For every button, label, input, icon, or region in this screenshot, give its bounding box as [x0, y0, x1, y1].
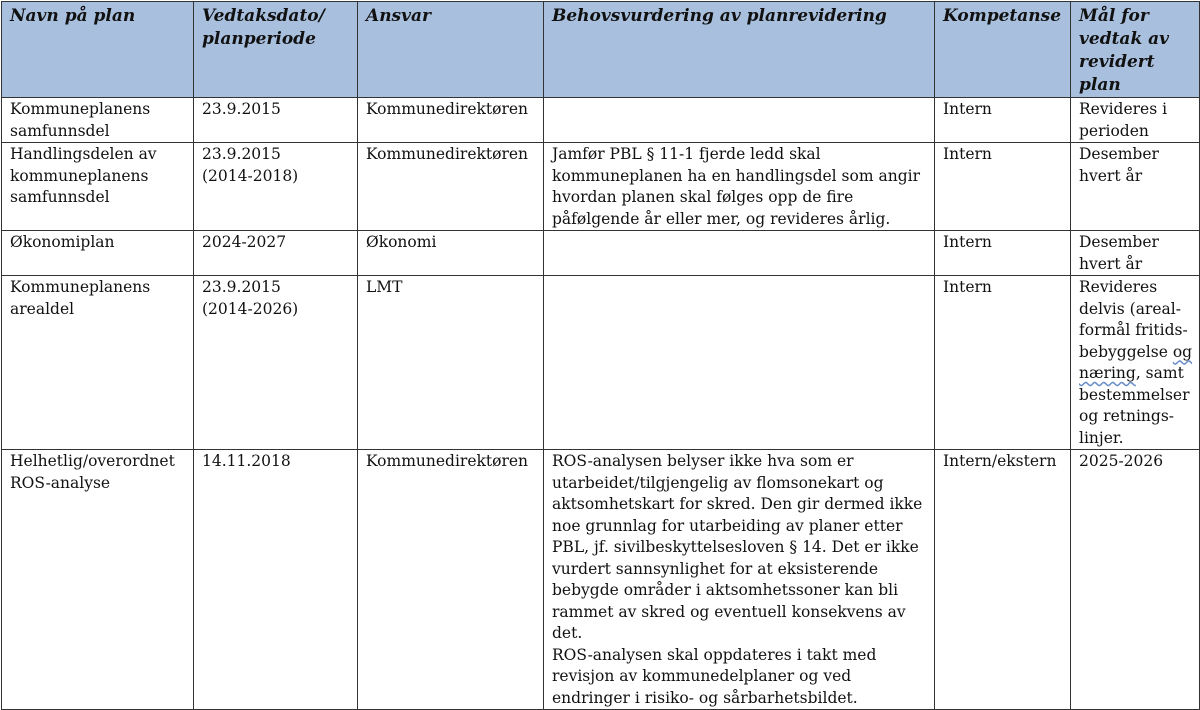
spellcheck-word: og — [1172, 342, 1193, 361]
cell-kompetanse: Intern — [935, 231, 1071, 276]
table-row — [2, 98, 1200, 143]
cell-behov — [544, 98, 935, 143]
maal-text: , samt bestemmelser og retnings-linjer. — [1079, 364, 1190, 447]
column-header-ansvar: Ansvar — [358, 2, 544, 98]
cell-kompetanse: Intern — [935, 143, 1071, 231]
cell-behov: ROS-analysen belyser ikke hva som er utarbeidet/tilgjengelig av flomsonekart og aktsomhetskart for skred. Den gir dermed ikke noe grunnlag for utarbeiding av planer etter PBL, jf. sivilbeskyttelsesloven § 14. Det er ikke vurdert sannsynlighet for at eksisterende bebygde områder i aktsomhetssoner kan bli rammet av skred og eventuell konsekvens av det. ROS-analysen skal oppdateres i takt med revisjon av kommunedelplaner og ved endringer i risiko- og sårbarhetsbildet. — [544, 450, 935, 710]
cell-dato: 14.11.2018 — [194, 450, 358, 710]
cell-dato: 23.9.2015 — [194, 98, 358, 143]
cell-kompetanse: Intern — [935, 276, 1071, 450]
cell-navn: Kommuneplanens samfunnsdel — [2, 98, 194, 143]
cell-navn: Helhetlig/overordnet ROS-analyse — [2, 450, 194, 710]
cell-behov: Jamfør PBL § 11-1 fjerde ledd skal kommuneplanen ha en handlingsdel som angir hvordan planen skal følges opp de fire påfølgende år eller mer, og revideres årlig. — [544, 143, 935, 231]
cell-ansvar: Økonomi — [358, 231, 544, 276]
cell-maal: Desember hvert år — [1071, 143, 1200, 231]
cell-behov — [544, 276, 935, 450]
cell-navn: Handlingsdelen av kommuneplanens samfunnsdel — [2, 143, 194, 231]
table-row — [2, 143, 1200, 231]
table-row — [2, 276, 1200, 450]
table-row — [2, 450, 1200, 710]
cell-ansvar: Kommunedirektøren — [358, 143, 544, 231]
column-header-vedtaksdato: Vedtaksdato/ planperiode — [194, 2, 358, 98]
cell-dato: 23.9.2015 (2014-2026) — [194, 276, 358, 450]
spellcheck-word: næring — [1079, 364, 1136, 382]
cell-ansvar: Kommunedirektøren — [358, 98, 544, 143]
maal-text: Revideres delvis (areal-formål fritids-bebyggelse — [1079, 278, 1188, 361]
plan-table — [1, 1, 1200, 710]
column-header-navn: Navn på plan — [2, 2, 194, 98]
cell-navn: Økonomiplan — [2, 231, 194, 276]
cell-maal: 2025-2026 — [1071, 450, 1200, 710]
cell-behov — [544, 231, 935, 276]
cell-kompetanse: Intern/ekstern — [935, 450, 1071, 710]
cell-navn: Kommuneplanens arealdel — [2, 276, 194, 450]
cell-kompetanse: Intern — [935, 98, 1071, 143]
table-row — [2, 231, 1200, 276]
cell-maal: Desember hvert år — [1071, 231, 1200, 276]
column-header-behovsvurdering: Behovsvurdering av planrevidering — [544, 2, 935, 98]
cell-dato: 23.9.2015 (2014-2018) — [194, 143, 358, 231]
cell-ansvar: Kommunedirektøren — [358, 450, 544, 710]
column-header-kompetanse: Kompetanse — [935, 2, 1071, 98]
cell-maal — [1071, 276, 1200, 450]
cell-maal: Revideres i perioden — [1071, 98, 1200, 143]
column-header-maal: Mål for vedtak av revidert plan — [1071, 2, 1200, 98]
cell-ansvar: LMT — [358, 276, 544, 450]
cell-dato: 2024-2027 — [194, 231, 358, 276]
table-header-row — [2, 2, 1200, 98]
